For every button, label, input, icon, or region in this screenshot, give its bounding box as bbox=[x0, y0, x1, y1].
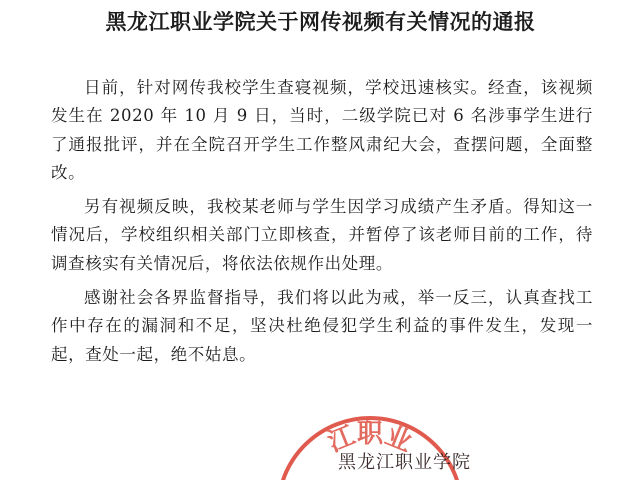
seal-arc-text: 江职业 bbox=[323, 419, 417, 459]
issuer-signature: 黑龙江职业学院 bbox=[338, 452, 471, 473]
document-title: 黑龙江职业学院关于网传视频有关情况的通报 bbox=[105, 9, 536, 34]
paragraph-1: 日前，针对网传我校学生查寝视频，学校迅速核实。经查，该视频发生在 2020 年 10 月 9 日，当时，二级学院已对 6 名涉事学生进行了通报批评，并在全院召开学生工作整风肃纪大会，查摆问题，全面整改。 bbox=[51, 78, 593, 182]
document-body bbox=[51, 74, 593, 375]
paragraph-3: 感谢社会各界监督指导，我们将以此为戒，举一反三，认真查找工作中存在的漏洞和不足，坚决杜绝侵犯学生利益的事件发生，发现一起，查处一起，绝不姑息。 bbox=[51, 288, 593, 364]
paragraph-2: 另有视频反映，我校某老师与学生因学习成绩产生矛盾。得知这一情况后，学校组织相关部门立即核查，并暂停了该老师目前的工作，待调查核实有关情况后，将依法依规作出处理。 bbox=[51, 197, 593, 273]
